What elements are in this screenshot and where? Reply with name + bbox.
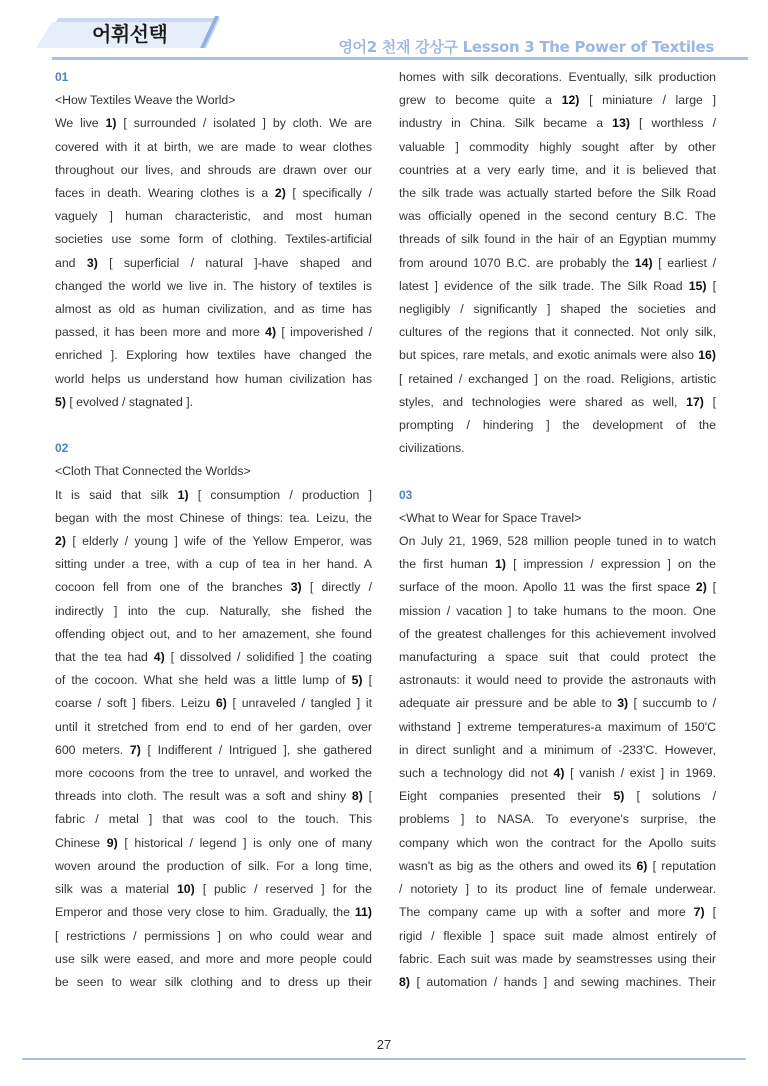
text-segment: [ xyxy=(362,789,372,804)
text-segment: styles, and technologies were shared as well, xyxy=(399,394,687,409)
text-segment: in direct sunlight and a minimum of -233'C. However, xyxy=(399,742,716,757)
text-segment: surface of the moon. Apollo 11 was the first space xyxy=(399,580,696,595)
text-line xyxy=(399,414,716,437)
text-segment: [ miniature / large ] xyxy=(579,93,716,108)
text-line xyxy=(55,623,372,646)
question-number: 1) xyxy=(177,487,189,502)
text-segment: [ solutions / xyxy=(624,789,716,804)
text-segment: [ directly / xyxy=(301,580,372,595)
text-line xyxy=(55,368,372,391)
text-segment: company which won the contract for the Apollo suits xyxy=(399,835,716,850)
text-line xyxy=(399,112,716,135)
text-segment: changed the world we live in. The history of textiles is xyxy=(55,278,372,293)
text-segment: negligibly / significantly ] shaped the societies and xyxy=(399,302,716,317)
text-segment: such a technology did not xyxy=(399,766,554,781)
text-segment: problems ] to NASA. To everyone's surprise, the xyxy=(399,812,716,827)
question-number: 10) xyxy=(176,882,195,897)
question-number: 17) xyxy=(686,394,704,409)
text-segment: It is said that silk xyxy=(55,487,178,502)
question-number: 5) xyxy=(55,394,66,409)
text-line xyxy=(55,136,372,159)
text-segment: On July 21, 1969, 528 million people tuned in to watch xyxy=(399,534,716,549)
text-line xyxy=(399,669,716,692)
text-line xyxy=(55,832,372,855)
text-segment: covered with it at birth, we are made to wear clothes xyxy=(55,139,372,154)
text-segment: [ specifically / xyxy=(285,186,372,201)
text-segment: valuable ] commodity highly sought after by other xyxy=(399,139,716,154)
text-segment: [ vanish / exist ] in 1969. xyxy=(564,766,716,781)
text-segment: but spices, rare metals, and exotic animals were also xyxy=(399,348,699,363)
text-line xyxy=(55,785,372,808)
text-segment: throughout our lives, and shrouds are drawn over our xyxy=(55,162,372,177)
section-title: <What to Wear for Space Travel> xyxy=(399,510,582,525)
text-segment: [ historical / legend ] is only one of many xyxy=(117,835,372,850)
text-line xyxy=(55,971,372,994)
text-line xyxy=(399,252,716,275)
text-line xyxy=(399,925,716,948)
text-segment: [ restrictions / permissions ] on who could wear and xyxy=(55,928,372,943)
text-segment: [ earliest / xyxy=(652,255,716,270)
text-line xyxy=(399,159,716,182)
text-segment: fabric / metal ] that was cool to the touch. This xyxy=(55,812,372,827)
text-segment: coarse / soft ] fibers. Leizu xyxy=(55,696,216,711)
text-segment: [ succumb to / xyxy=(628,696,716,711)
text-segment: [ superficial / natural ]-have shaped and xyxy=(97,255,372,270)
right-column xyxy=(399,66,716,994)
text-line xyxy=(399,623,716,646)
text-segment: [ xyxy=(703,394,716,409)
text-segment: manufacturing a space suit that could protect the xyxy=(399,650,716,665)
question-number: 8) xyxy=(399,974,410,989)
text-segment: 600 meters. xyxy=(55,742,130,757)
text-segment: offending object out, and to her amazement, she found xyxy=(55,626,372,641)
text-segment: [ xyxy=(362,673,372,688)
section-gap xyxy=(399,460,716,483)
text-line xyxy=(55,530,372,553)
text-line xyxy=(55,600,372,623)
text-line xyxy=(399,785,716,808)
text-segment: adequate air pressure and be able to xyxy=(399,696,618,711)
text-segment: enriched ]. Exploring how textiles have changed the xyxy=(55,348,372,363)
text-line xyxy=(55,716,372,739)
text-segment: [ retained / exchanged ] on the road. Religions, artistic xyxy=(399,371,716,386)
text-segment: societies use some form of clothing. Textiles-artificial xyxy=(55,232,372,247)
text-line xyxy=(55,808,372,831)
question-number: 6) xyxy=(215,696,227,711)
text-segment: civilizations. xyxy=(399,441,465,456)
text-segment: until it stretched from end to end of her garden, over xyxy=(55,719,372,734)
text-line xyxy=(399,182,716,205)
text-line xyxy=(399,344,716,367)
question-number: 2) xyxy=(55,534,66,549)
text-line xyxy=(399,855,716,878)
text-line xyxy=(399,553,716,576)
question-number: 14) xyxy=(634,255,653,270)
text-segment: sitting under a tree, with a cup of tea in her hand. A xyxy=(55,557,372,572)
text-segment: threads of silk found in the hair of an Egyptian mummy xyxy=(399,232,716,247)
text-segment: [ unraveled / tangled ] it xyxy=(226,696,372,711)
text-segment: mission / vacation ] to take humans to the moon. One xyxy=(399,603,716,618)
question-number: 4) xyxy=(265,325,277,340)
question-number: 2) xyxy=(274,186,286,201)
text-segment: [ elderly / young ] wife of the Yellow Emperor, was xyxy=(65,534,372,549)
text-segment: [ surrounded / isolated ] by cloth. We are xyxy=(116,116,373,131)
footer-rule xyxy=(22,1058,746,1060)
question-number: 15) xyxy=(688,278,707,293)
text-segment: from around 1070 B.C. are probably the xyxy=(399,255,635,270)
text-segment: Chinese xyxy=(55,835,107,850)
text-segment: [ impoverished / xyxy=(276,325,372,340)
text-segment: of the greatest challenges for this achievement involved xyxy=(399,626,716,641)
text-segment: rigid / flexible ] space suit made almost entirely of xyxy=(399,928,716,943)
text-segment: latest ] evidence of the silk trade. The Silk Road xyxy=(399,278,689,293)
text-segment: vaguely ] human characteristic, and most human xyxy=(55,209,372,224)
text-line xyxy=(399,971,716,994)
text-line xyxy=(55,344,372,367)
text-segment: threads into cloth. The result was a soft and shiny xyxy=(55,789,352,804)
question-number: 6) xyxy=(636,858,648,873)
text-segment: [ xyxy=(706,580,716,595)
text-segment: [ consumption / production ] xyxy=(188,487,372,502)
text-line xyxy=(55,484,372,507)
question-number: 2) xyxy=(695,580,707,595)
text-line xyxy=(399,89,716,112)
text-line xyxy=(55,205,372,228)
text-line xyxy=(399,576,716,599)
question-number: 11) xyxy=(354,905,372,920)
text-line xyxy=(55,646,372,669)
text-segment: more cocoons from the tree to unravel, and worked the xyxy=(55,766,372,781)
text-line xyxy=(399,692,716,715)
text-line xyxy=(55,669,372,692)
text-segment: [ reputation xyxy=(647,858,716,873)
text-segment: that the tea had xyxy=(55,650,154,665)
text-segment: [ automation / hands ] and sewing machines. Their xyxy=(409,974,716,989)
text-segment: withstand ] extreme temperatures-a maximum of 150'C xyxy=(399,719,716,734)
text-segment: [ xyxy=(706,278,716,293)
text-segment: passed, it has been more and more xyxy=(55,325,266,340)
text-line xyxy=(55,855,372,878)
text-line xyxy=(55,391,372,414)
question-number: 7) xyxy=(129,742,141,757)
text-line xyxy=(55,252,372,275)
text-line xyxy=(55,901,372,924)
text-line xyxy=(55,298,372,321)
text-segment: fabric. Each suit was made by seamstresses using their xyxy=(399,951,716,966)
text-line xyxy=(399,437,716,460)
section-body xyxy=(399,530,716,994)
text-segment: indirectly ] into the cup. Naturally, she fished the xyxy=(55,603,372,618)
text-segment: the first human xyxy=(399,557,495,572)
text-segment: We live xyxy=(55,116,106,131)
text-line xyxy=(399,739,716,762)
text-segment: almost as old as human civilization, and as time has xyxy=(55,302,372,317)
text-segment: of the cocoon. What she held was a little lump of xyxy=(55,673,352,688)
text-line xyxy=(399,205,716,228)
question-number: 4) xyxy=(553,766,565,781)
section-gap xyxy=(55,414,372,437)
text-segment: be seen to wear silk clothing and to dress up their xyxy=(55,974,372,989)
text-line xyxy=(55,762,372,785)
text-segment: the silk trade was actually started before the Silk Road xyxy=(399,186,716,201)
text-segment: [ dissolved / solidified ] the coating xyxy=(164,650,372,665)
text-segment: began with the most Chinese of things: tea. Leizu, the xyxy=(55,510,372,525)
text-line xyxy=(399,530,716,553)
question-number: 16) xyxy=(698,348,716,363)
section-number: 02 xyxy=(55,441,69,456)
section-number: 03 xyxy=(399,487,413,502)
text-line xyxy=(399,275,716,298)
text-line xyxy=(55,878,372,901)
question-number: 7) xyxy=(693,905,705,920)
question-number: 12) xyxy=(561,93,580,108)
text-segment: / notoriety ] to its product line of female underwear. xyxy=(399,882,716,897)
text-line xyxy=(399,136,716,159)
text-segment: countries at a very early time, and it is believed that xyxy=(399,162,716,177)
text-segment: prompting / hindering ] the development of the xyxy=(399,418,716,433)
question-number: 5) xyxy=(613,789,625,804)
text-segment: homes with silk decorations. Eventually, silk production xyxy=(399,70,716,84)
text-line xyxy=(399,716,716,739)
text-segment: [ worthless / xyxy=(629,116,716,131)
text-segment: cultures of the regions that it connected. Not only silk, xyxy=(399,325,716,340)
text-line xyxy=(55,739,372,762)
text-line xyxy=(55,692,372,715)
header-tab xyxy=(36,14,226,48)
left-column xyxy=(55,66,372,994)
text-segment: astronauts: it would need to provide the astronauts with xyxy=(399,673,716,688)
text-line xyxy=(55,275,372,298)
question-number: 8) xyxy=(351,789,363,804)
question-number: 13) xyxy=(612,116,630,131)
text-segment: was officially opened in the second century B.C. The xyxy=(399,209,716,224)
question-number: 3) xyxy=(290,580,302,595)
section-title: <How Textiles Weave the World> xyxy=(55,93,236,108)
text-segment: [ Indifferent / Intrigued ], she gathered xyxy=(140,742,372,757)
text-segment: world helps us understand how human civilization has xyxy=(55,371,372,386)
text-line xyxy=(55,228,372,251)
question-number: 5) xyxy=(351,673,363,688)
text-segment: woven around the production of silk. For a long time, xyxy=(55,858,372,873)
text-segment: use silk were eased, and more and more people could xyxy=(55,951,372,966)
text-segment: Emperor and those very close to him. Gradually, the xyxy=(55,905,355,920)
text-segment: Eight companies presented their xyxy=(399,789,614,804)
question-number: 9) xyxy=(106,835,118,850)
text-segment: [ impression / expression ] on the xyxy=(505,557,716,572)
text-line xyxy=(399,832,716,855)
section-body xyxy=(55,112,372,414)
question-number: 3) xyxy=(617,696,629,711)
text-line xyxy=(55,112,372,135)
header-rule xyxy=(52,57,748,60)
section-body xyxy=(399,66,716,460)
text-line xyxy=(399,808,716,831)
question-number: 1) xyxy=(105,116,117,131)
header-tab-label: 어휘선택 xyxy=(92,22,168,46)
text-segment: [ public / reserved ] for the xyxy=(194,882,372,897)
section-body xyxy=(55,484,372,994)
text-line xyxy=(399,646,716,669)
header-title: 영어2 천재 강상구 Lesson 3 The Power of Textiles xyxy=(338,38,714,56)
text-line xyxy=(55,576,372,599)
text-segment: faces in death. Wearing clothes is a xyxy=(55,186,275,201)
text-segment: grew to become quite a xyxy=(399,93,562,108)
text-segment: and xyxy=(55,255,87,270)
text-line xyxy=(399,948,716,971)
text-segment: The company came up with a softer and more xyxy=(399,905,694,920)
question-number: 1) xyxy=(494,557,506,572)
text-line xyxy=(399,600,716,623)
text-line xyxy=(399,321,716,344)
text-line xyxy=(399,368,716,391)
text-line xyxy=(55,553,372,576)
text-line xyxy=(399,298,716,321)
question-number: 4) xyxy=(153,650,165,665)
text-segment: cocoon fell from one of the branches xyxy=(55,580,291,595)
text-line xyxy=(399,66,716,89)
text-line xyxy=(55,925,372,948)
text-line xyxy=(55,321,372,344)
text-line xyxy=(55,948,372,971)
text-line xyxy=(55,159,372,182)
section-number: 01 xyxy=(55,70,69,84)
text-line xyxy=(399,878,716,901)
text-line xyxy=(399,901,716,924)
text-line xyxy=(399,391,716,414)
question-number: 3) xyxy=(86,255,98,270)
text-line xyxy=(399,228,716,251)
text-segment: wasn't as big as the others and owed its xyxy=(399,858,637,873)
text-segment: industry in China. Silk became a xyxy=(399,116,613,131)
text-segment: [ evolved / stagnated ]. xyxy=(65,394,194,409)
text-segment: [ xyxy=(704,905,716,920)
text-line xyxy=(399,762,716,785)
text-line xyxy=(55,182,372,205)
section-title: <Cloth That Connected the Worlds> xyxy=(55,464,251,479)
page-number: 27 xyxy=(376,1037,392,1052)
text-segment: silk was a material xyxy=(55,882,177,897)
text-line xyxy=(55,507,372,530)
